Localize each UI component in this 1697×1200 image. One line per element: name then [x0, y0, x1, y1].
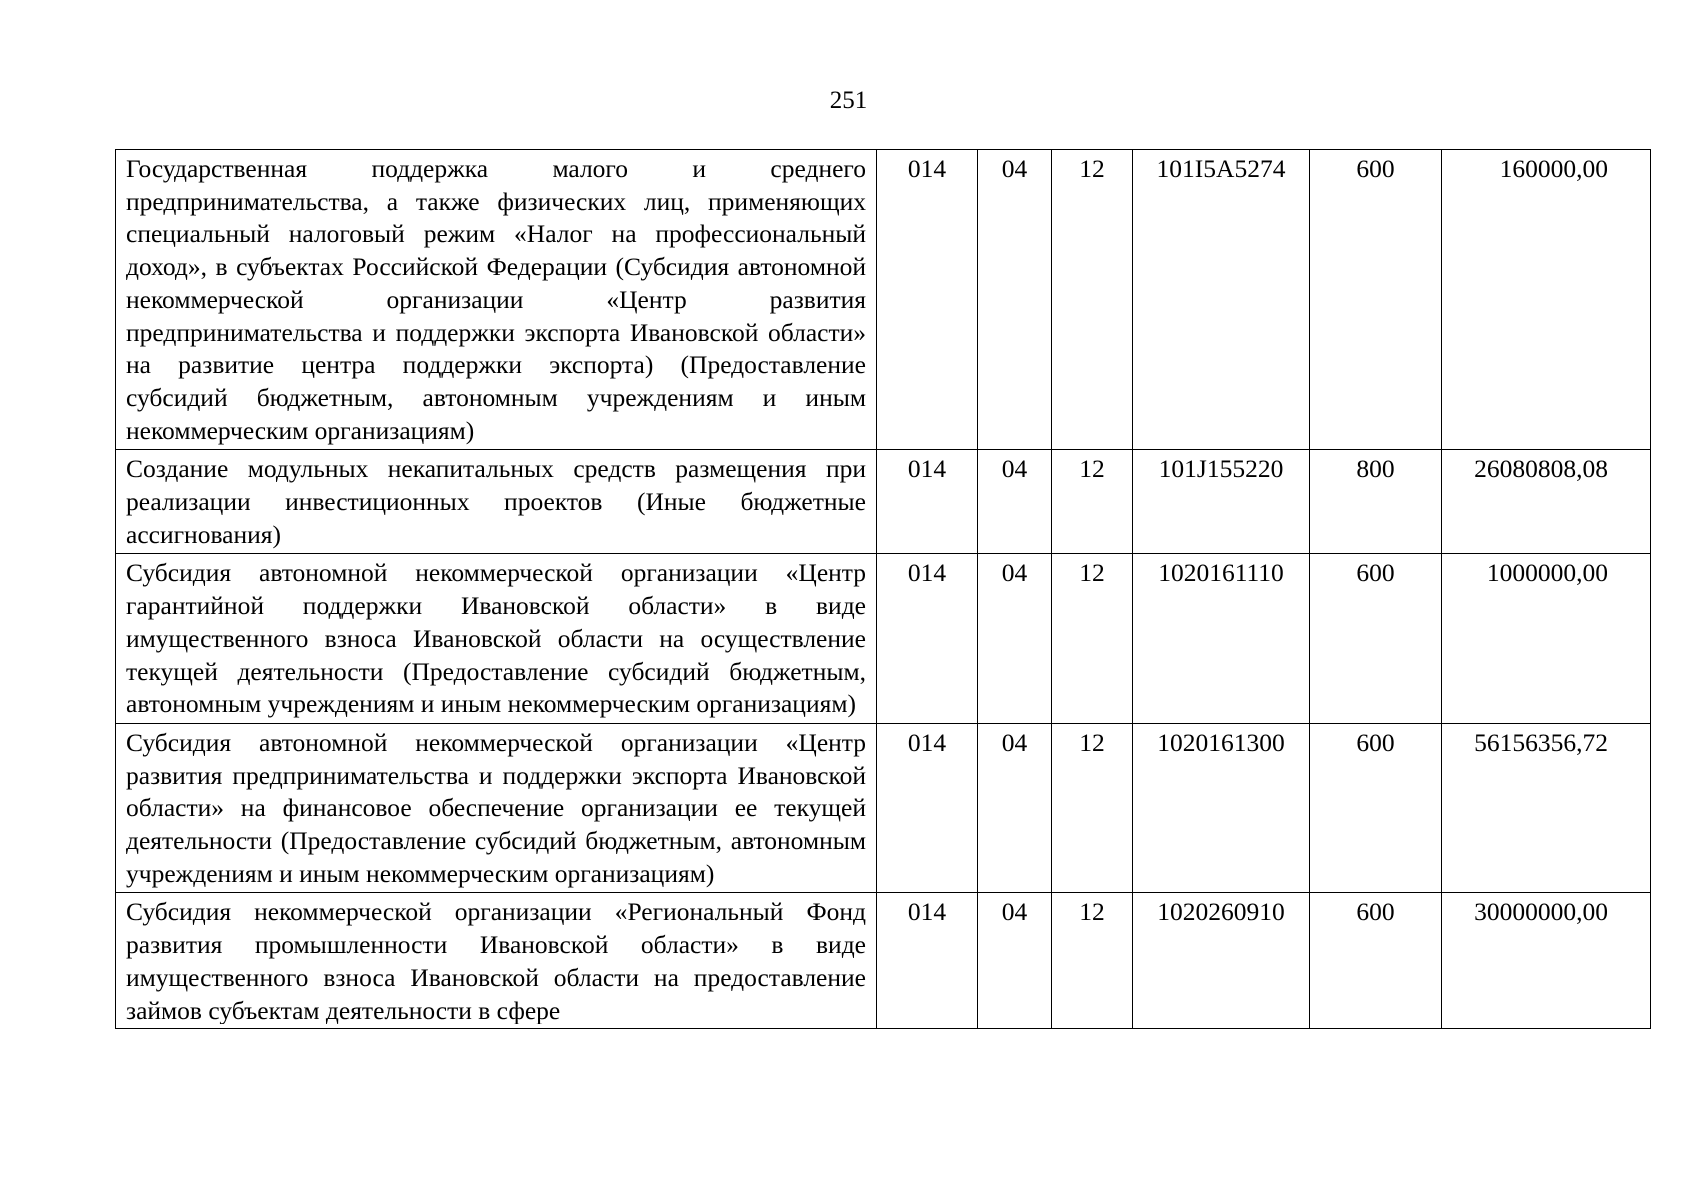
- row-section-code: 04: [978, 723, 1052, 893]
- row-description: Государственная поддержка малого и среднего предпринимательства, а также физических лиц, применяющих специальный налоговый режим «Налог на профессиональный доход», в субъектах Российской Федерации (Субсидия автономной некоммерческой организации «Центр развития предпринимательства и поддержки экспорта Ивановской области» на развитие центра поддержки экспорта) (Предоставление субсидий бюджетным, автономным учреждениям и иным некоммерческим организациям): [116, 150, 877, 450]
- table-row: [116, 450, 1651, 554]
- row-subsection-code: 12: [1052, 723, 1133, 893]
- row-expense-type: 600: [1310, 723, 1442, 893]
- row-amount: 30000000,00: [1442, 893, 1651, 1029]
- row-ministry-code: 014: [877, 893, 978, 1029]
- budget-table: [115, 149, 1651, 1029]
- table-row: [116, 554, 1651, 724]
- row-target-article: 1020161300: [1133, 723, 1310, 893]
- row-ministry-code: 014: [877, 723, 978, 893]
- page-number: 251: [829, 87, 868, 114]
- row-expense-type: 600: [1310, 554, 1442, 724]
- row-description: Субсидия автономной некоммерческой организации «Центр гарантийной поддержки Ивановской области» в виде имущественного взноса Ивановской области на осуществление текущей деятельности (Предоставление субсидий бюджетным, автономным учреждениям и иным некоммерческим организациям): [116, 554, 877, 724]
- row-ministry-code: 014: [877, 554, 978, 724]
- row-amount: 160000,00: [1442, 150, 1651, 450]
- row-section-code: 04: [978, 150, 1052, 450]
- row-expense-type: 600: [1310, 150, 1442, 450]
- row-expense-type: 800: [1310, 450, 1442, 554]
- row-target-article: 1020260910: [1133, 893, 1310, 1029]
- row-target-article: 101I5A5274: [1133, 150, 1310, 450]
- row-subsection-code: 12: [1052, 150, 1133, 450]
- row-description: Субсидия некоммерческой организации «Региональный Фонд развития промышленности Ивановской области» в виде имущественного взноса Ивановской области на предоставление займов субъектам деятельности в сфере: [126, 897, 866, 1025]
- row-target-article: 1020161110: [1133, 554, 1310, 724]
- row-ministry-code: 014: [877, 450, 978, 554]
- row-amount: 1000000,00: [1442, 554, 1651, 724]
- row-subsection-code: 12: [1052, 893, 1133, 1029]
- row-target-article: 101J155220: [1133, 450, 1310, 554]
- table-row: [116, 893, 1651, 1029]
- row-section-code: 04: [978, 554, 1052, 724]
- row-amount: 56156356,72: [1442, 723, 1651, 893]
- row-expense-type: 600: [1310, 893, 1442, 1029]
- row-subsection-code: 12: [1052, 554, 1133, 724]
- row-amount: 26080808,08: [1442, 450, 1651, 554]
- row-section-code: 04: [978, 893, 1052, 1029]
- row-section-code: 04: [978, 450, 1052, 554]
- row-ministry-code: 014: [877, 150, 978, 450]
- table-row: [116, 723, 1651, 893]
- row-description: Субсидия автономной некоммерческой организации «Центр развития предпринимательства и поддержки экспорта Ивановской области» на финансовое обеспечение организации ее текущей деятельности (Предоставление субсидий бюджетным, автономным учреждениям и иным некоммерческим организациям): [116, 723, 877, 893]
- table-row: [116, 150, 1651, 450]
- row-description-cell: [116, 893, 877, 1029]
- row-description: Создание модульных некапитальных средств размещения при реализации инвестиционных проектов (Иные бюджетные ассигнования): [116, 450, 877, 554]
- row-subsection-code: 12: [1052, 450, 1133, 554]
